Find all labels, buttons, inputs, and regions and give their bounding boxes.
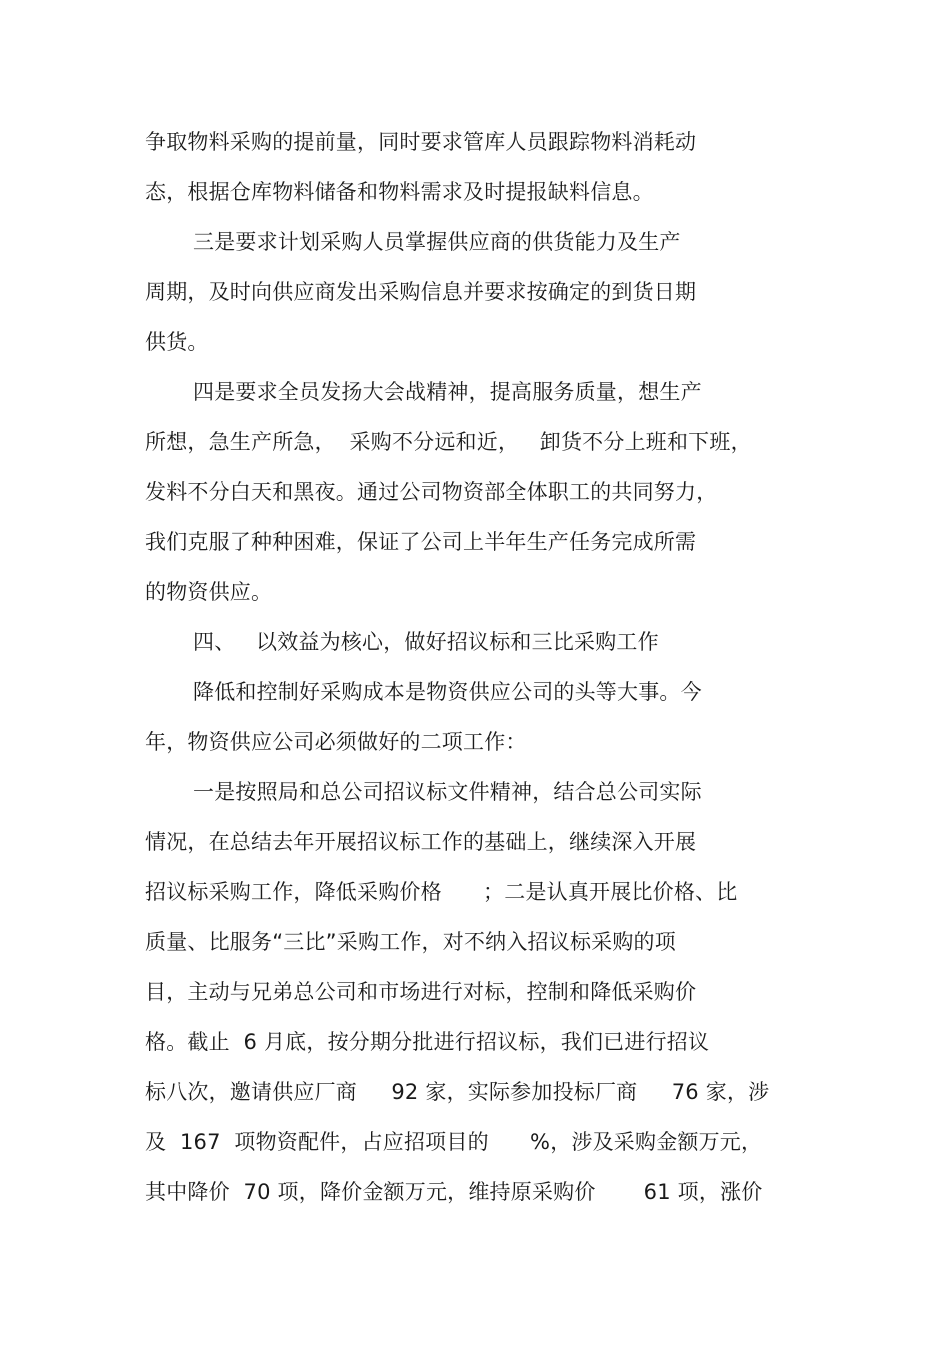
text-line: 及 167 项物资配件，占应招项目的 %，涉及采购金额万元， — [145, 1130, 763, 1154]
paragraph-first-line: 一是按照局和总公司招议标文件精神，结合总公司实际 — [193, 780, 702, 804]
section-heading: 四、 以效益为核心，做好招议标和三比采购工作 — [193, 630, 659, 654]
text-line: 其中降价 70 项，降价金额万元，维持原采购价 61 项，涨价 — [145, 1180, 763, 1204]
text-line: 年，物资供应公司必须做好的二项工作： — [145, 730, 527, 754]
text-line: 招议标采购工作，降低采购价格 ；二是认真开展比价格、比 — [145, 880, 738, 904]
text-line: 标八次，邀请供应厂商 92 家，实际参加投标厂商 76 家，涉 — [145, 1080, 770, 1104]
paragraph-first-line: 四是要求全员发扬大会战精神，提高服务质量，想生产 — [193, 380, 702, 404]
text-line: 目，主动与兄弟总公司和市场进行对标，控制和降低采购价 — [145, 980, 697, 1004]
text-line: 格。截止 6 月底，按分期分批进行招议标，我们已进行招议 — [145, 1030, 710, 1054]
text-line: 情况，在总结去年开展招议标工作的基础上，继续深入开展 — [145, 830, 697, 854]
text-line: 争取物料采购的提前量，同时要求管库人员跟踪物料消耗动 — [145, 130, 697, 154]
text-line: 态，根据仓库物料储备和物料需求及时提报缺料信息。 — [145, 180, 654, 204]
text-line: 的物资供应。 — [145, 580, 273, 604]
text-line: 所想，急生产所急， 采购不分远和近， 卸货不分上班和下班， — [145, 430, 752, 454]
text-line: 供货。 — [145, 330, 209, 354]
text-line: 质量、比服务“三比”采购工作，对不纳入招议标采购的项 — [145, 930, 676, 954]
text-line: 发料不分白天和黑夜。通过公司物资部全体职工的共同努力， — [145, 480, 718, 504]
paragraph-first-line: 三是要求计划采购人员掌握供应商的供货能力及生产 — [193, 230, 681, 254]
text-line: 周期，及时向供应商发出采购信息并要求按确定的到货日期 — [145, 280, 697, 304]
paragraph-first-line: 降低和控制好采购成本是物资供应公司的头等大事。今 — [193, 680, 702, 704]
text-line: 我们克服了种种困难，保证了公司上半年生产任务完成所需 — [145, 530, 697, 554]
